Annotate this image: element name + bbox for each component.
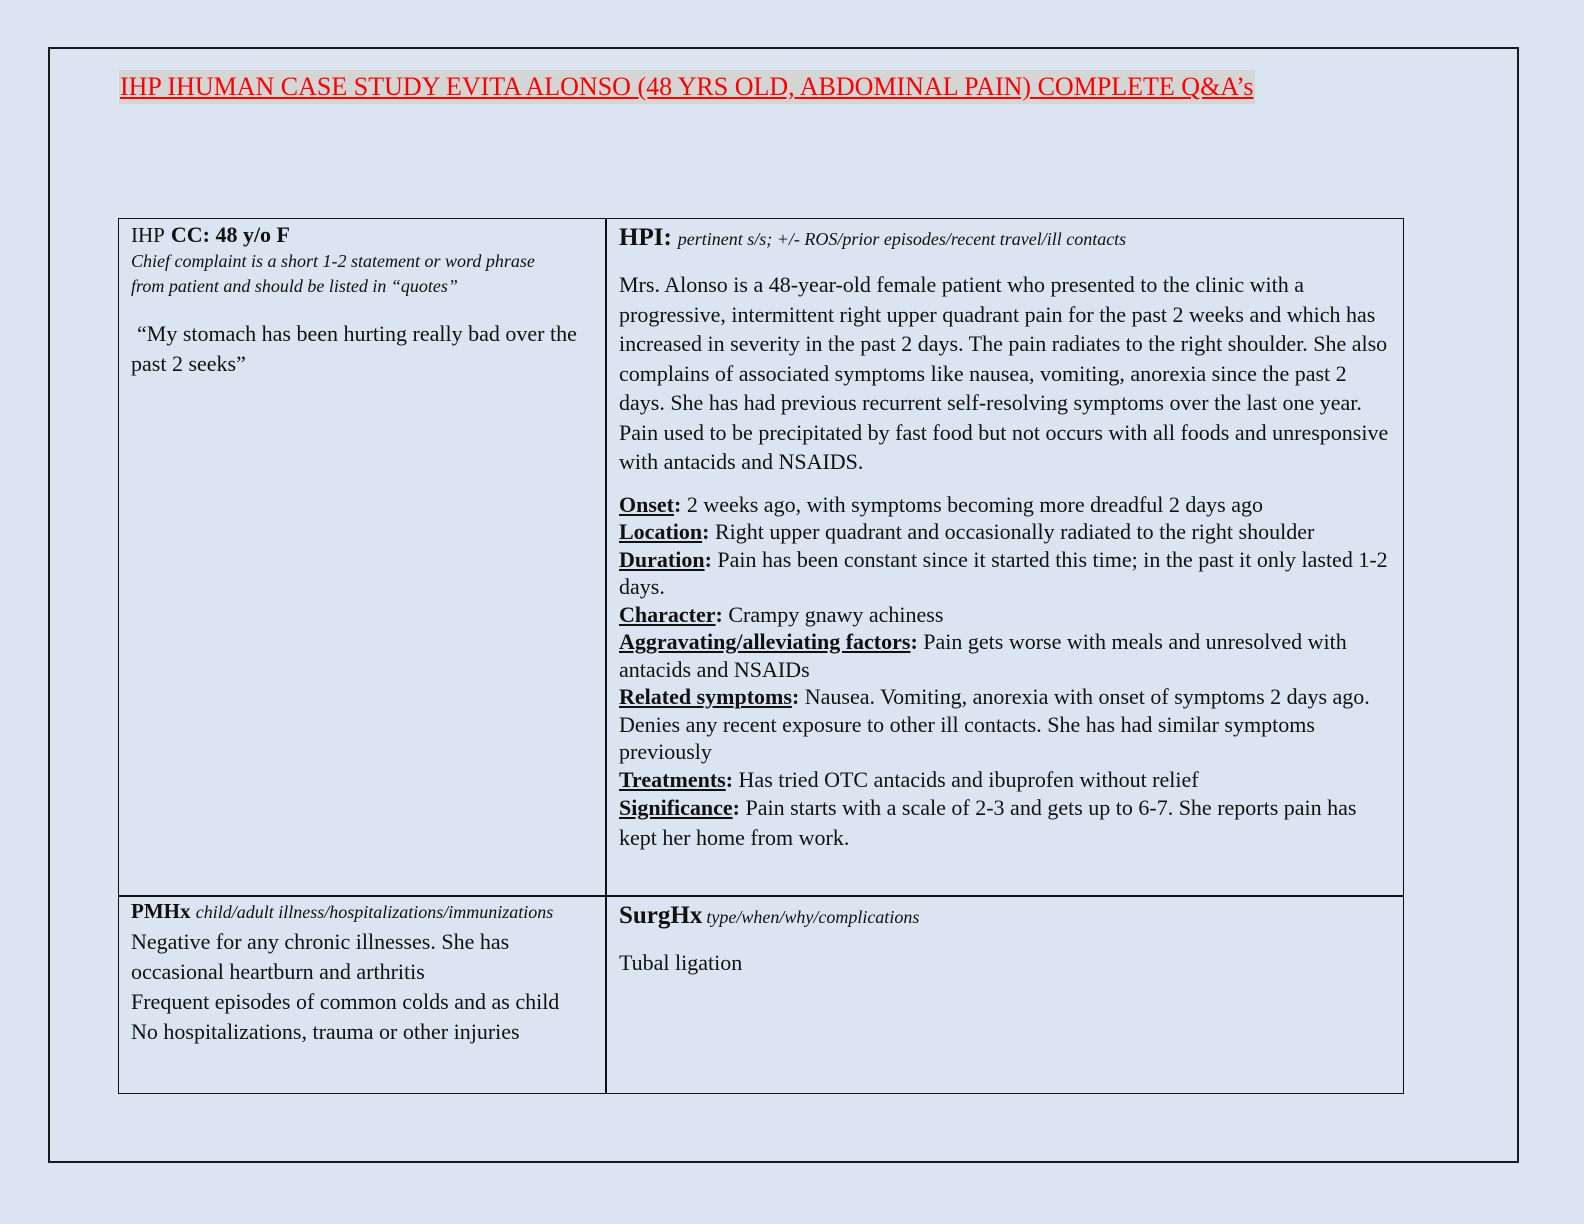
surghx-body: Tubal ligation [619, 950, 743, 975]
ihp-prefix: IHP [131, 223, 165, 247]
duration-value: Pain has been constant since it started this time; in the past it only lasted 1-2 days. [619, 546, 1388, 599]
column-divider [605, 219, 607, 1093]
pmhx-title: PMHx [131, 899, 191, 923]
onset-label: Onset [619, 491, 674, 517]
pmhx-line: Frequent episodes of common colds and as child [131, 989, 560, 1014]
significance-value: Pain starts with a scale of 2-3 and gets up to 6-7. She reports pain has kept her home from work. [619, 795, 1357, 850]
hpi-heading [619, 221, 1394, 258]
duration-label: Duration [619, 546, 705, 572]
location-value: Right upper quadrant and occasionally radiated to the right shoulder [709, 519, 1315, 544]
cc-quote: “My stomach has been hurting really bad over the past 2 seeks” [131, 321, 577, 376]
list-item: Treatments: Has tried OTC antacids and ibuprofen without relief [619, 766, 1199, 792]
row-divider [119, 895, 1403, 897]
significance-label: Significance [619, 795, 733, 820]
case-table [118, 218, 1404, 1094]
list-item: Related symptoms: Nausea. Vomiting, anorexia with onset of symptoms 2 days ago. Denies any recent exposure to other ill contacts. She has had similar symptoms previously [619, 684, 1370, 764]
pmhx-line: Negative for any chronic illnesses. She has [131, 929, 510, 954]
character-label: Character [619, 601, 716, 627]
pmhx-heading [131, 899, 599, 924]
character-value: Crampy gnawy achiness [722, 601, 944, 627]
onset-value: 2 weeks ago, with symptoms becoming more dreadful 2 days ago [681, 491, 1263, 517]
list-item: Aggravating/alleviating factors: Pain gets worse with meals and unresolved with antacids and NSAIDs [619, 629, 1347, 682]
hpi-cell [619, 221, 1394, 853]
pmhx-line: No hospitalizations, trauma or other injuries [131, 1019, 520, 1044]
aggravating-value: Pain gets worse with meals and unresolved with antacids and NSAIDs [619, 629, 1347, 682]
pmhx-line: occasional heartburn and arthritis [131, 959, 425, 984]
treatments-label: Treatments [619, 766, 726, 792]
hpi-oldcarts-list [619, 491, 1394, 854]
treatments-value: Has tried OTC antacids and ibuprofen without relief [733, 766, 1199, 792]
hpi-narrative: Mrs. Alonso is a 48-year-old female patient who presented to the clinic with a progressive, intermittent right upper quadrant pain for the past 2 weeks and which has increased in severity in the past 2 days. The pain radiates to the right shoulder. She also complains of associated symptoms like nausea, vomiting, anorexia since the past 2 days. She has had previous recurrent self-resolving symptoms over the last one year. Pain used to be precipitated by fast food but not occurs with all foods and unresponsive with antacids and NSAIDS. [619, 272, 1389, 474]
cc-heading [131, 221, 593, 249]
list-item: Location: Right upper quadrant and occasionally radiated to the right shoulder [619, 519, 1315, 544]
cc-hint-line: Chief complaint is a short 1-2 statement or word phrase [131, 251, 535, 271]
surghx-title: SurgHx [619, 902, 703, 929]
list-item: Significance: Pain starts with a scale of 2-3 and gets up to 6-7. She reports pain has kept her home from work. [619, 795, 1357, 850]
list-item: Onset: 2 weeks ago, with symptoms becoming more dreadful 2 days ago [619, 491, 1263, 517]
related-symptoms-value: Nausea. Vomiting, anorexia with onset of symptoms 2 days ago. Denies any recent exposure to other ill contacts. She has had similar symptoms previously [619, 684, 1370, 764]
hpi-title: HPI: [619, 224, 672, 251]
related-symptoms-label: Related symptoms [619, 684, 792, 709]
list-item: Character: Crampy gnawy achiness [619, 601, 944, 627]
aggravating-label: Aggravating/alleviating factors [619, 629, 911, 654]
cc-hint [131, 249, 593, 299]
document-title: IHP IHUMAN CASE STUDY EVITA ALONSO (48 YRS OLD, ABDOMINAL PAIN) COMPLETE Q&A’s [119, 70, 1255, 104]
cc-title: CC: 48 y/o F [170, 222, 290, 247]
surghx-heading [619, 899, 1379, 936]
cc-hint-line: from patient and should be listed in “quotes” [131, 276, 458, 296]
hpi-subtitle: pertinent s/s; +/- ROS/prior episodes/recent travel/ill contacts [677, 229, 1127, 249]
list-item: Duration: Pain has been constant since it started this time; in the past it only lasted 1-2 days. [619, 546, 1388, 599]
location-label: Location [619, 519, 703, 544]
pmhx-subtitle: child/adult illness/hospitalizations/immunizations [195, 902, 554, 922]
chief-complaint-cell [131, 221, 593, 379]
surghx-subtitle: type/when/why/complications [706, 907, 920, 927]
surghx-cell [619, 899, 1379, 978]
pmhx-cell [131, 899, 599, 1047]
pmhx-body [131, 927, 599, 1047]
